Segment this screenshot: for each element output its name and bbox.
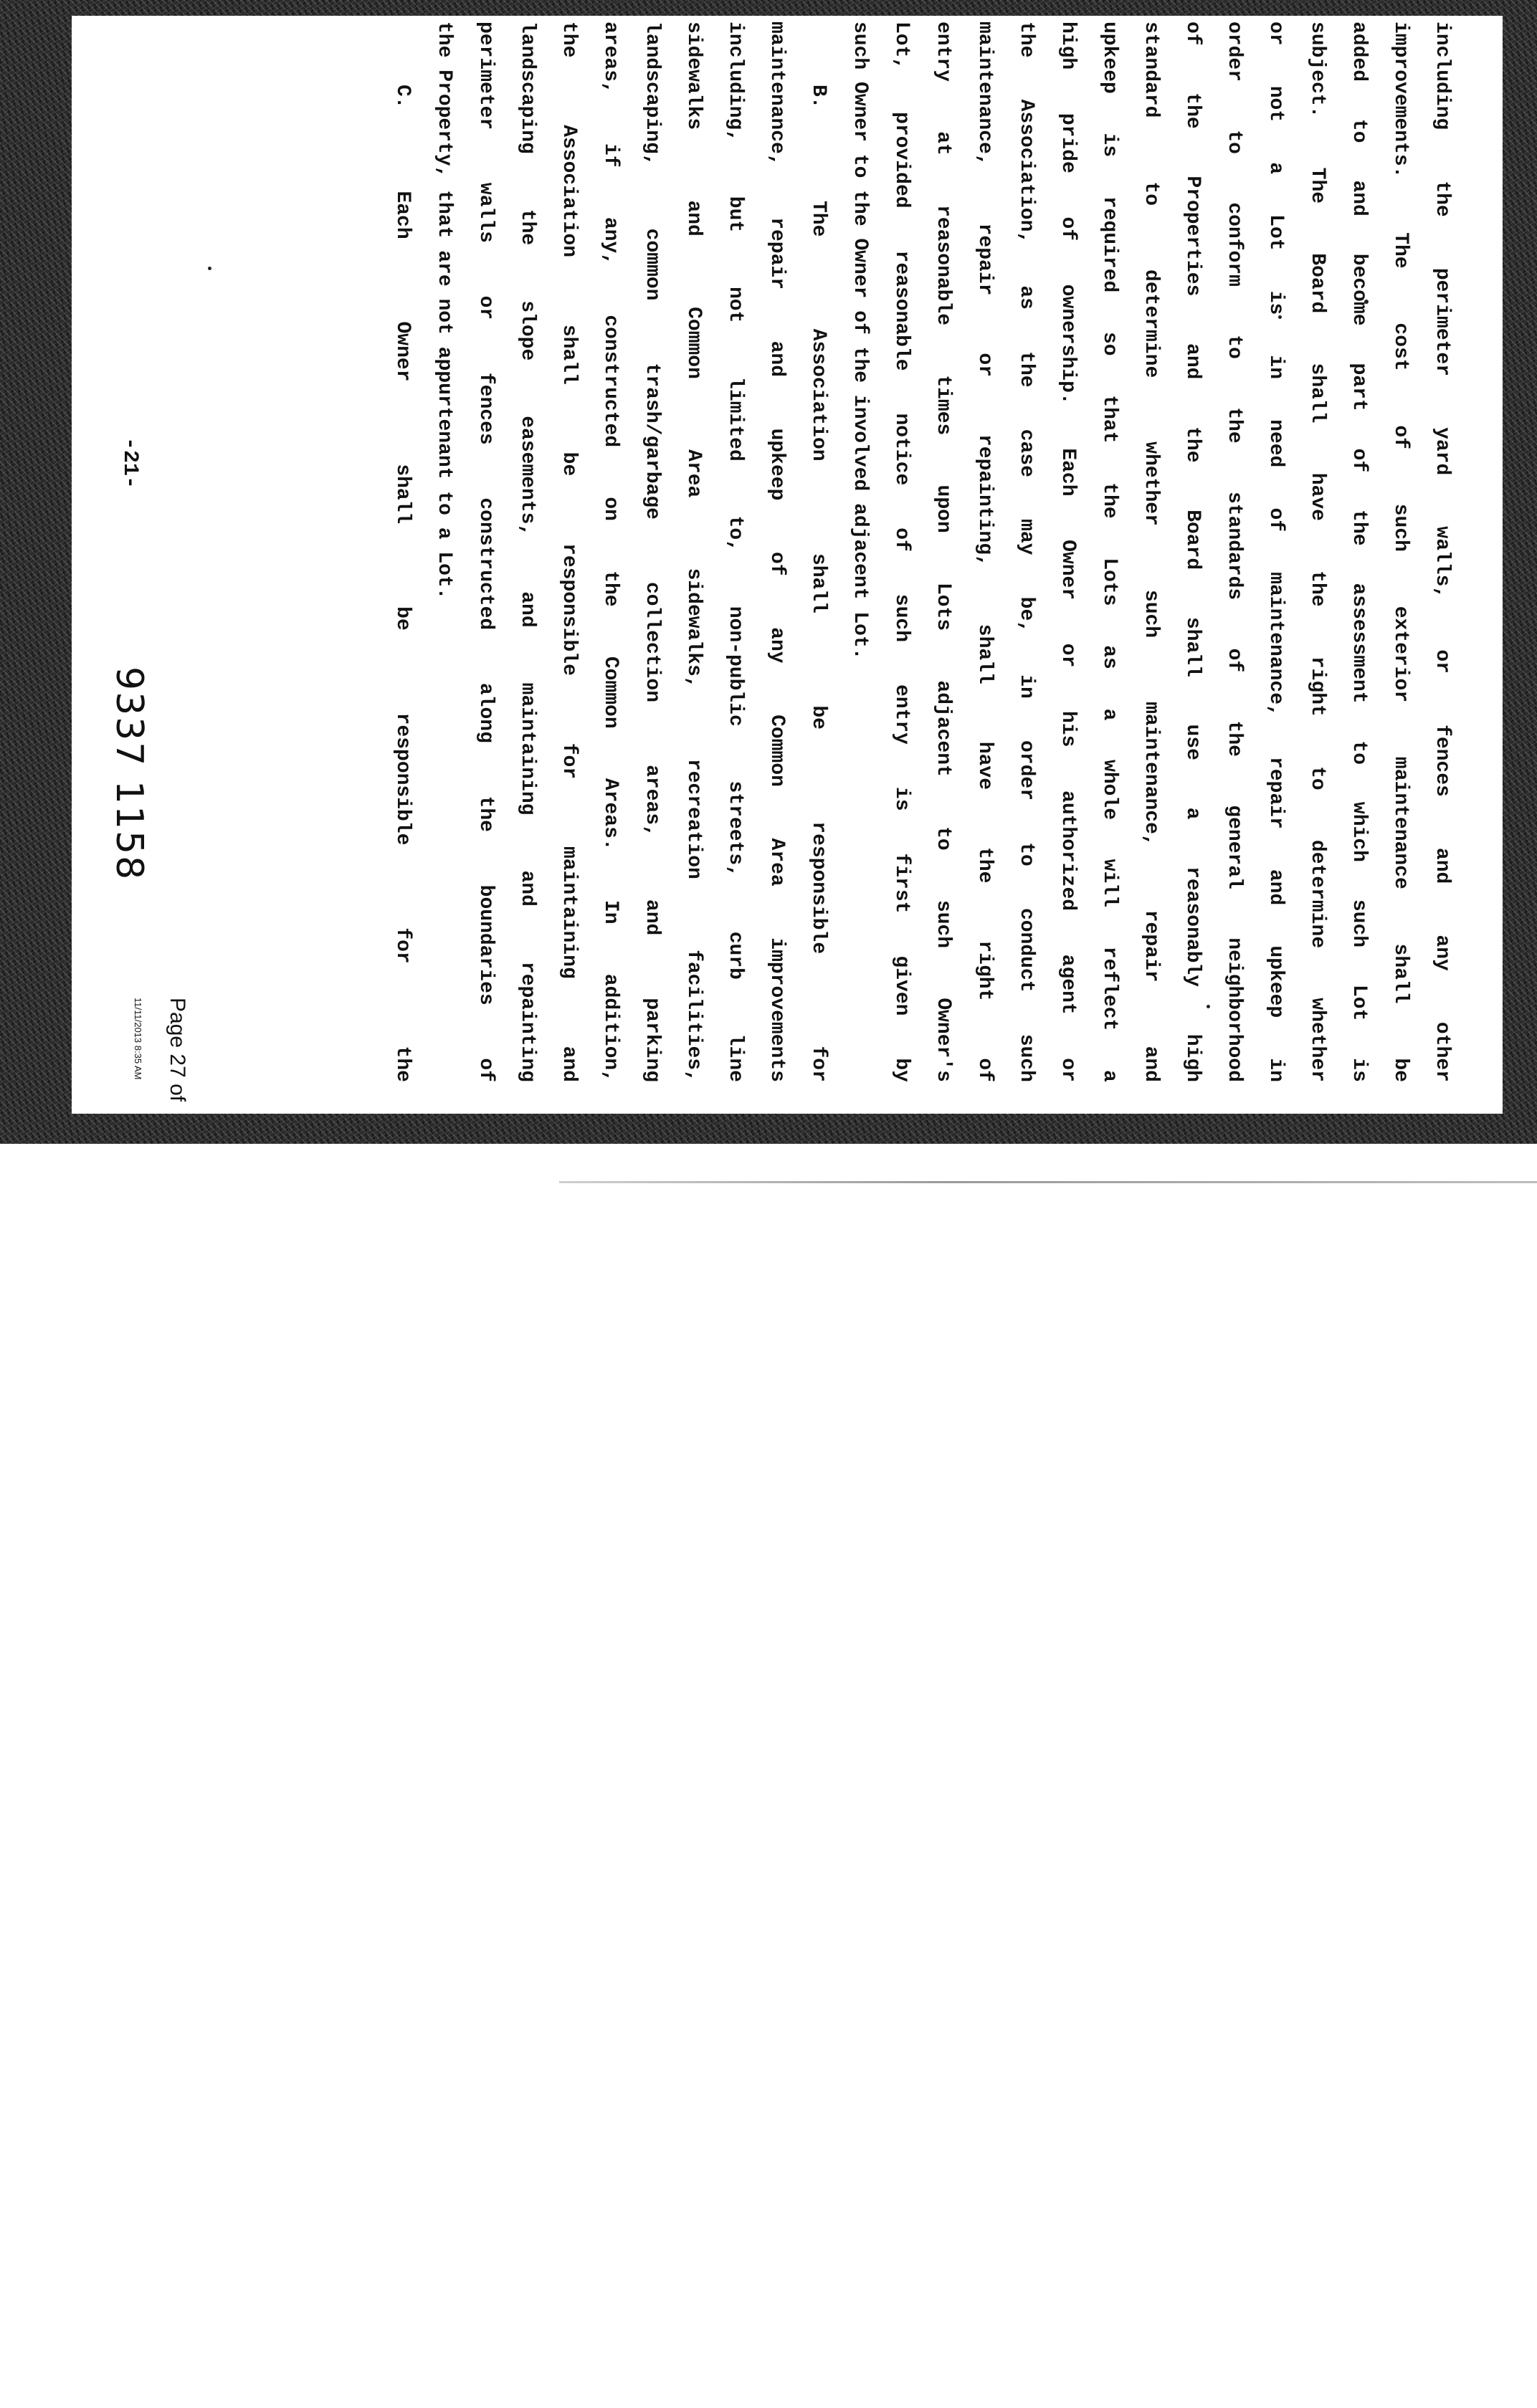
word: or: [475, 295, 497, 320]
word: or: [1431, 649, 1453, 674]
word: maintaining: [558, 846, 580, 979]
word: of: [1057, 216, 1079, 242]
word: maintaining: [516, 682, 538, 816]
word: Each: [1057, 448, 1079, 497]
word: Lot,: [890, 22, 913, 70]
word: other: [1431, 1021, 1453, 1082]
text-line: [714, 22, 756, 1082]
text-line: such Owner to the Owner of the involved adjacent Lot.: [849, 22, 871, 660]
word: line: [724, 1033, 746, 1082]
word: and: [516, 870, 538, 907]
word: streets,: [724, 780, 746, 877]
word: such: [1015, 1033, 1037, 1082]
word: improvements: [766, 937, 788, 1082]
word: of: [1181, 22, 1204, 46]
word: yard: [1431, 427, 1453, 476]
word: right: [1306, 656, 1328, 717]
text-line: [672, 22, 714, 1082]
word: any,: [599, 216, 622, 266]
text-line: [381, 22, 423, 1082]
word: conform: [1223, 202, 1245, 287]
word: slope: [516, 300, 538, 361]
word: constructed: [475, 497, 497, 631]
word: the: [1348, 510, 1370, 546]
text-line: [756, 22, 797, 1082]
text-line: [631, 22, 672, 1082]
word: The: [1306, 167, 1328, 204]
text-line: [922, 22, 963, 1082]
word: to: [932, 826, 954, 851]
word: responsible: [558, 543, 580, 676]
word: which: [1348, 801, 1370, 862]
word: of: [1348, 448, 1370, 473]
word: or: [974, 353, 996, 378]
word: by: [890, 1058, 913, 1082]
word: in: [1265, 1058, 1287, 1082]
word: and: [766, 340, 788, 378]
text-line: [1296, 22, 1338, 1082]
word: of: [1265, 507, 1287, 532]
word: assessment: [1348, 583, 1370, 704]
word: Common: [766, 715, 788, 787]
word: fences: [475, 372, 497, 445]
word: maintenance,: [1140, 702, 1162, 846]
text-line: [1213, 22, 1255, 1082]
text-line: [797, 22, 839, 1082]
word: limited: [724, 377, 746, 462]
word: common: [641, 228, 663, 301]
word: determine: [1140, 269, 1162, 378]
word: Board: [1181, 510, 1204, 570]
word: standard: [1140, 22, 1162, 118]
word: the: [1098, 482, 1120, 519]
word: maintenance,: [1265, 572, 1287, 717]
word: have: [974, 741, 996, 790]
word: of: [475, 1058, 497, 1082]
word: shall: [974, 624, 996, 684]
word: such: [1140, 589, 1162, 639]
word: of: [890, 527, 913, 552]
word: the: [558, 22, 580, 58]
word: Owner: [391, 321, 414, 382]
word: right: [974, 940, 996, 1001]
word: shall: [807, 553, 829, 613]
word: as: [1015, 285, 1037, 310]
text-line: [963, 22, 1005, 1082]
word: repainting: [516, 961, 538, 1082]
word: order: [1015, 740, 1037, 801]
word: improvements.: [1389, 22, 1412, 178]
word: at: [932, 131, 954, 156]
word: reasonably: [1181, 866, 1204, 988]
page-number: -21-: [118, 437, 142, 489]
word: The: [1389, 232, 1412, 269]
word: the: [1015, 351, 1037, 388]
word: be: [558, 452, 580, 477]
word: Association,: [1015, 99, 1037, 244]
word: and: [682, 200, 705, 236]
word: any: [766, 627, 788, 664]
word: including: [1431, 22, 1453, 130]
word: and: [641, 899, 663, 936]
word: Common: [599, 656, 622, 729]
word: responsible: [391, 712, 414, 846]
word: and: [558, 1046, 580, 1082]
word: a: [1098, 708, 1120, 721]
word: will: [1098, 859, 1120, 908]
word: to: [1015, 842, 1037, 866]
word: shall: [391, 464, 414, 525]
word: C.: [391, 85, 414, 109]
word: reasonable: [932, 205, 954, 326]
word: the: [1181, 426, 1204, 463]
word: and: [1140, 1046, 1162, 1082]
word: repair: [1265, 756, 1287, 829]
word: Board: [1306, 253, 1328, 314]
word: areas,: [599, 22, 622, 94]
word: upkeep: [766, 428, 788, 501]
word: for: [391, 927, 414, 964]
word: curb: [724, 931, 746, 980]
word: part: [1348, 363, 1370, 411]
word: to: [1223, 130, 1245, 154]
word: B.: [807, 85, 829, 109]
word: a: [1181, 807, 1204, 820]
word: whether: [1140, 441, 1162, 526]
scan-speck: [208, 267, 211, 270]
word: reflect: [1098, 946, 1120, 1031]
word: shall: [1306, 363, 1328, 424]
text-line: [548, 22, 589, 1082]
word: of: [1389, 425, 1412, 449]
text-line: [506, 22, 548, 1082]
word: non-public: [724, 606, 746, 727]
word: for: [558, 742, 580, 780]
word: provided: [890, 112, 913, 209]
word: a: [1098, 1070, 1120, 1082]
word: the: [391, 1046, 414, 1082]
text-line: [1421, 22, 1462, 1082]
word: such: [932, 899, 954, 949]
word: Association: [807, 328, 829, 462]
word: along: [475, 682, 497, 743]
text-line: [880, 22, 922, 1082]
word: so: [1098, 331, 1120, 356]
text-line: [1047, 22, 1088, 1082]
body-text: [381, 22, 1462, 1082]
word: Lot: [1348, 984, 1370, 1021]
word: the: [1015, 22, 1037, 58]
word: the: [475, 796, 497, 832]
word: to: [1140, 181, 1162, 206]
word: Owner: [1057, 540, 1079, 601]
word: Area: [766, 838, 788, 887]
word: high: [1181, 1033, 1204, 1082]
text-line: [589, 22, 631, 1082]
word: ownership.: [1057, 284, 1079, 405]
word: whether: [1306, 998, 1328, 1082]
word: parking: [641, 998, 663, 1082]
word: repair: [1140, 909, 1162, 983]
word: the: [1431, 181, 1453, 217]
word: any: [1431, 935, 1453, 971]
word: landscaping,: [641, 22, 663, 166]
word: repair: [766, 217, 788, 290]
word: Lots: [932, 582, 954, 631]
word: shall: [1181, 616, 1204, 677]
word: the: [1223, 720, 1245, 757]
word: not: [724, 286, 746, 323]
word: landscaping: [516, 22, 538, 154]
word: whole: [1098, 760, 1120, 821]
word: areas,: [641, 765, 663, 837]
word: The: [807, 200, 829, 237]
word: not: [1265, 85, 1287, 123]
word: subject.: [1306, 22, 1328, 118]
word: In: [599, 899, 622, 924]
word: Lots: [1098, 558, 1120, 606]
text-line: [1379, 22, 1421, 1082]
word: is: [1098, 133, 1120, 158]
scan-edge-line: [559, 1181, 1537, 1183]
word: in: [1265, 355, 1287, 380]
word: as: [1098, 645, 1120, 669]
text-line: [1088, 22, 1130, 1082]
word: the: [516, 209, 538, 246]
word: that: [1098, 395, 1120, 444]
word: have: [1306, 472, 1328, 521]
word: maintenance,: [766, 22, 788, 166]
word: Area: [682, 449, 705, 498]
word: maintenance,: [974, 22, 996, 166]
word: the: [974, 846, 996, 884]
word: such: [1348, 899, 1370, 948]
word: Lot: [1265, 214, 1287, 251]
word: including,: [724, 22, 746, 143]
word: to: [1223, 335, 1245, 359]
word: upkeep: [1098, 22, 1120, 94]
word: reasonable: [890, 250, 913, 371]
word: and: [1431, 847, 1453, 884]
page-of-label: Page 27 of: [166, 998, 189, 1102]
word: and: [516, 591, 538, 628]
word: be: [807, 705, 829, 730]
word: and: [1265, 869, 1287, 906]
word: be: [1389, 1058, 1412, 1082]
word: recreation: [682, 758, 705, 879]
word: first: [890, 853, 913, 914]
word: become: [1348, 253, 1370, 326]
word: times: [932, 375, 954, 436]
word: or: [1057, 1058, 1079, 1082]
word: the: [1223, 407, 1245, 444]
recording-timestamp: 11/11/2013 8:35 AM: [133, 998, 143, 1080]
word: Properties: [1181, 176, 1204, 297]
word: of: [766, 551, 788, 576]
word: constructed: [599, 315, 622, 448]
word: fences: [1431, 725, 1453, 797]
word: collection: [641, 582, 663, 703]
word: agent: [1057, 954, 1079, 1015]
word: such: [890, 593, 913, 643]
word: Each: [391, 191, 414, 239]
word: for: [807, 1046, 829, 1082]
word: use: [1181, 724, 1204, 760]
text-line: [1255, 22, 1296, 1082]
word: adjacent: [932, 680, 954, 777]
word: exterior: [1389, 606, 1412, 703]
word: to: [1348, 740, 1370, 765]
word: shall: [1389, 943, 1412, 1004]
word: a: [1265, 162, 1287, 175]
word: boundaries: [475, 884, 497, 1005]
word: the: [1306, 570, 1328, 607]
word: to,: [724, 515, 746, 552]
word: notice: [890, 413, 913, 486]
word: shall: [558, 324, 580, 385]
word: order: [1223, 22, 1245, 82]
word: is: [1265, 290, 1287, 315]
word: conduct: [1015, 907, 1037, 993]
word: standards: [1223, 492, 1245, 601]
word: high: [1057, 22, 1079, 70]
word: on: [599, 497, 622, 521]
book-page-stamp: 9337 1158: [108, 666, 151, 882]
word: but: [724, 196, 746, 233]
word: addition,: [599, 973, 622, 1082]
word: facilities,: [682, 950, 705, 1082]
word: sidewalks: [682, 22, 705, 130]
word: upkeep: [1265, 945, 1287, 1018]
word: to: [1306, 766, 1328, 790]
word: Areas.: [599, 778, 622, 851]
word: cost: [1389, 322, 1412, 371]
word: may: [1015, 519, 1037, 555]
word: or: [1057, 643, 1079, 668]
word: Common: [682, 307, 705, 379]
word: maintenance: [1389, 756, 1412, 889]
text-line: [1130, 22, 1171, 1082]
word: trash/garbage: [641, 363, 663, 520]
word: repainting,: [974, 434, 996, 567]
word: perimeter: [1431, 267, 1453, 377]
word: is: [1348, 1058, 1370, 1082]
word: the: [1181, 92, 1204, 129]
word: Owner's: [932, 998, 954, 1082]
word: given: [890, 955, 913, 1016]
word: easements,: [516, 416, 538, 537]
word: his: [1057, 710, 1079, 747]
word: such: [1389, 503, 1412, 552]
word: neighborhood: [1223, 937, 1245, 1082]
word: perimeter: [475, 22, 497, 130]
word: Association: [558, 125, 580, 258]
word: of: [1223, 648, 1245, 673]
word: upon: [932, 484, 954, 533]
word: is: [890, 786, 913, 811]
word: required: [1098, 196, 1120, 293]
word: entry: [890, 684, 913, 745]
word: responsible: [807, 821, 829, 955]
word: if: [599, 143, 622, 168]
word: general: [1223, 805, 1245, 889]
word: the: [599, 570, 622, 607]
word: sidewalks,: [682, 568, 705, 689]
word: in: [1015, 674, 1037, 699]
word: to: [1348, 118, 1370, 143]
word: authorized: [1057, 790, 1079, 912]
word: or: [1265, 22, 1287, 46]
word: case: [1015, 429, 1037, 477]
word: walls: [475, 182, 497, 243]
word: added: [1348, 22, 1370, 82]
word: determine: [1306, 839, 1328, 949]
text-line: the Property, that are not appurtenant to a Lot.: [433, 22, 455, 600]
word: need: [1265, 419, 1287, 468]
word: and: [1181, 343, 1204, 380]
word: be,: [1015, 596, 1037, 634]
word: repair: [974, 223, 996, 296]
word: of: [974, 1058, 996, 1082]
word: be: [391, 606, 414, 631]
text-line: [465, 22, 506, 1082]
text-line: [1171, 22, 1213, 1082]
word: walls,: [1431, 526, 1453, 599]
word: entry: [932, 22, 954, 82]
word: pride: [1057, 113, 1079, 173]
text-line: [1338, 22, 1379, 1082]
word: and: [1348, 180, 1370, 216]
text-line: [1005, 22, 1047, 1082]
